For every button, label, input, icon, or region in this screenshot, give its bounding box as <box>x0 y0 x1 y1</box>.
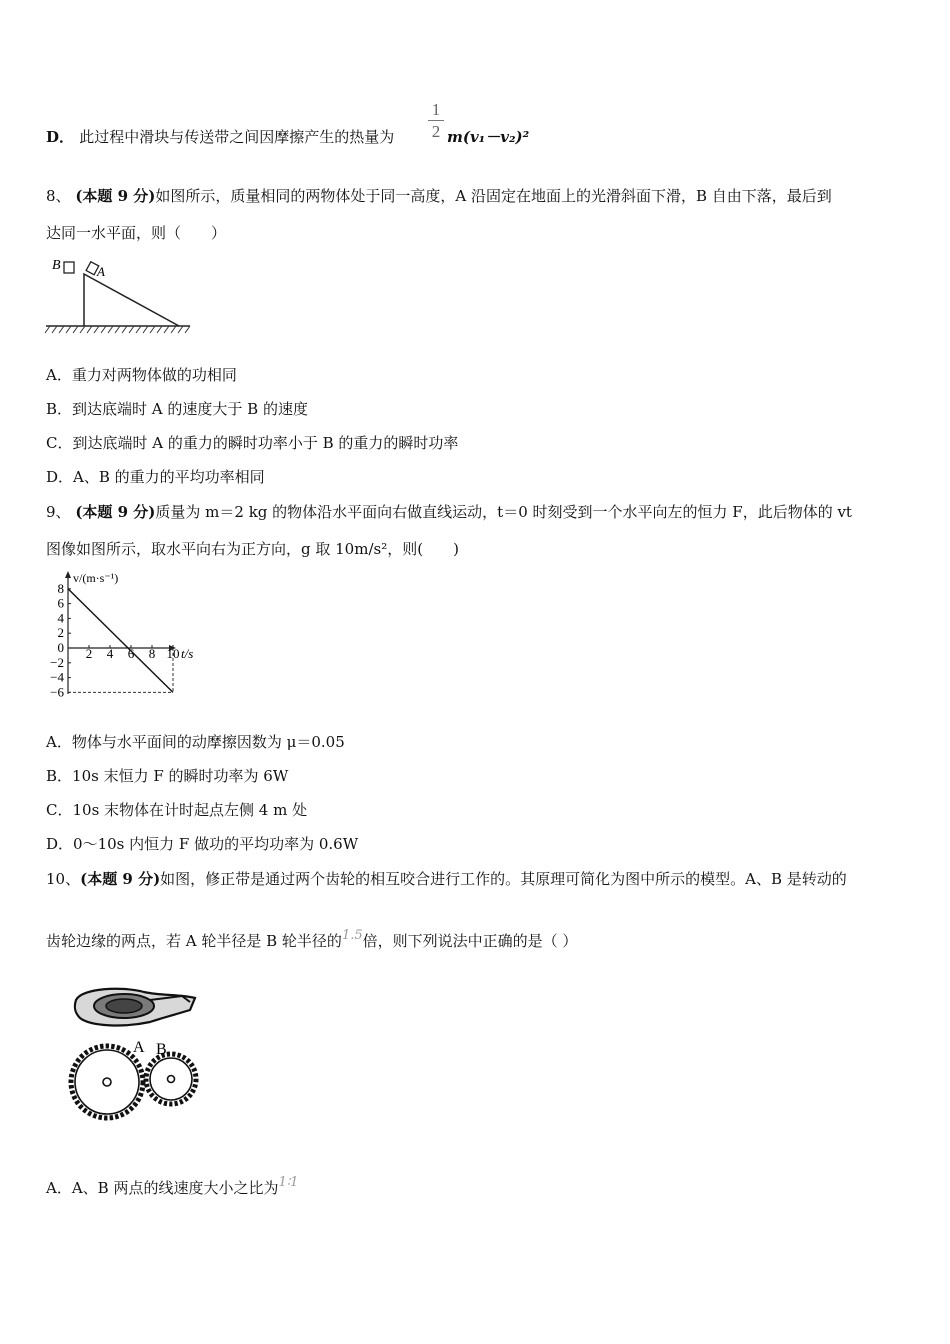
ratio-1-1-image: 1∶1 <box>278 1175 299 1190</box>
vt-graph <box>44 570 204 700</box>
q9-option-d: D．0～10s 内恒力 F 做功的平均功率为 0.6W <box>46 835 359 853</box>
q8-option-b: B．到达底端时 A 的速度大于 B 的速度 <box>46 400 308 418</box>
x-tick-label: 10 <box>166 646 180 661</box>
fraction-one-half <box>428 100 444 141</box>
gear-label-a: A <box>133 1039 145 1056</box>
fraction-denominator: 2 <box>431 122 441 141</box>
q10-option-a-text: A．A、B 两点的线速度大小之比为 <box>46 1179 279 1197</box>
y-tick-label: −2 <box>50 654 64 670</box>
y-tick-label: −4 <box>50 669 64 685</box>
gear-a-teeth <box>71 1046 143 1118</box>
q10-stem-line1 <box>46 869 847 889</box>
q9-stem-text: 质量为 m＝2 kg 的物体沿水平面向右做直线运动，t＝0 时刻受到一个水平向左的恒力 F，此后物体的 vt <box>155 503 852 521</box>
q9-number: 9、 <box>46 503 71 521</box>
x-axis-label: t/s <box>181 646 194 661</box>
q7-formula: m(v₁－v₂)² <box>447 128 530 146</box>
incline-wedge <box>84 274 179 326</box>
q7-option-d-label: D． <box>46 128 75 146</box>
q8-number: 8、 <box>46 187 71 205</box>
q8-stem-text: 如图所示，质量相同的两物体处于同一高度，A 沿固定在地面上的光滑斜面下滑，B 自由下落，最后到 <box>155 187 832 205</box>
q10-stem-text-b: 倍，则下列说法中正确的是（ ） <box>362 932 578 950</box>
q10-stem-text: 如图，修正带是通过两个齿轮的相互咬合进行工作的。其原理可简化为图中所示的模型。A、B 是转动的 <box>160 870 847 888</box>
q8-incline-figure <box>44 254 194 338</box>
label-a: A <box>97 264 105 279</box>
q8-stem-line1 <box>46 186 832 206</box>
q8-stem-line2: 达同一水平面，则（ ） <box>46 224 227 242</box>
y-tick-label: −6 <box>50 684 64 700</box>
q10-score: (本题 9 分) <box>80 870 161 888</box>
q7-option-d <box>46 127 394 147</box>
x-tick-label: 6 <box>127 646 135 661</box>
y-axis-label: v/(m·s⁻¹) <box>73 571 119 585</box>
q9-score: (本题 9 分) <box>75 503 156 521</box>
gear-a <box>75 1050 139 1114</box>
y-tick-label: 0 <box>57 640 64 655</box>
y-axis-arrow <box>65 571 71 578</box>
y-tick-label: 2 <box>57 625 64 641</box>
velocity-line <box>68 589 173 693</box>
q10-stem-line2 <box>46 928 578 953</box>
gear-b-teeth <box>146 1054 196 1104</box>
q10-number: 10、 <box>46 870 81 888</box>
q10-stem-text-a: 齿轮边缘的两点，若 A 轮半径是 B 轮半径的 <box>46 932 342 950</box>
gear-label-b: B <box>156 1041 167 1058</box>
x-tick-label: 8 <box>148 646 156 661</box>
y-tick-label: 8 <box>57 580 64 596</box>
gear-b-axle <box>168 1076 175 1083</box>
q8-option-c: C．到达底端时 A 的重力的瞬时功率小于 B 的重力的瞬时功率 <box>46 434 459 452</box>
correction-tape-figure <box>62 980 212 1130</box>
y-tick-label: 4 <box>57 610 64 626</box>
q9-option-b: B．10s 末恒力 F 的瞬时功率为 6W <box>46 767 289 785</box>
gear-b <box>150 1058 192 1100</box>
ratio-inline-image: 1.5 <box>341 928 363 943</box>
block-b <box>64 262 74 273</box>
q8-option-d: D．A、B 的重力的平均功率相同 <box>46 468 265 486</box>
q10-option-a <box>46 1175 299 1200</box>
x-tick-label: 2 <box>85 646 93 661</box>
q9-option-a: A．物体与水平面间的动摩擦因数为 μ＝0.05 <box>46 733 345 751</box>
q9-stem-line1 <box>46 502 852 522</box>
y-tick-label: 6 <box>57 595 64 611</box>
q8-option-a: A．重力对两物体做的功相同 <box>46 366 237 384</box>
q9-option-c: C．10s 末物体在计时起点左侧 4 m 处 <box>46 801 308 819</box>
gear-a-axle <box>103 1078 111 1086</box>
q7-option-d-text: 此过程中滑块与传送带之间因摩擦产生的热量为 <box>79 128 395 146</box>
x-tick-label: 4 <box>106 646 114 661</box>
q9-stem-line2: 图像如图所示，取水平向右为正方向，g 取 10m/s²，则( ) <box>46 540 459 558</box>
label-b: B <box>52 258 61 273</box>
q8-score: (本题 9 分) <box>75 187 156 205</box>
fraction-numerator: 1 <box>431 100 441 119</box>
